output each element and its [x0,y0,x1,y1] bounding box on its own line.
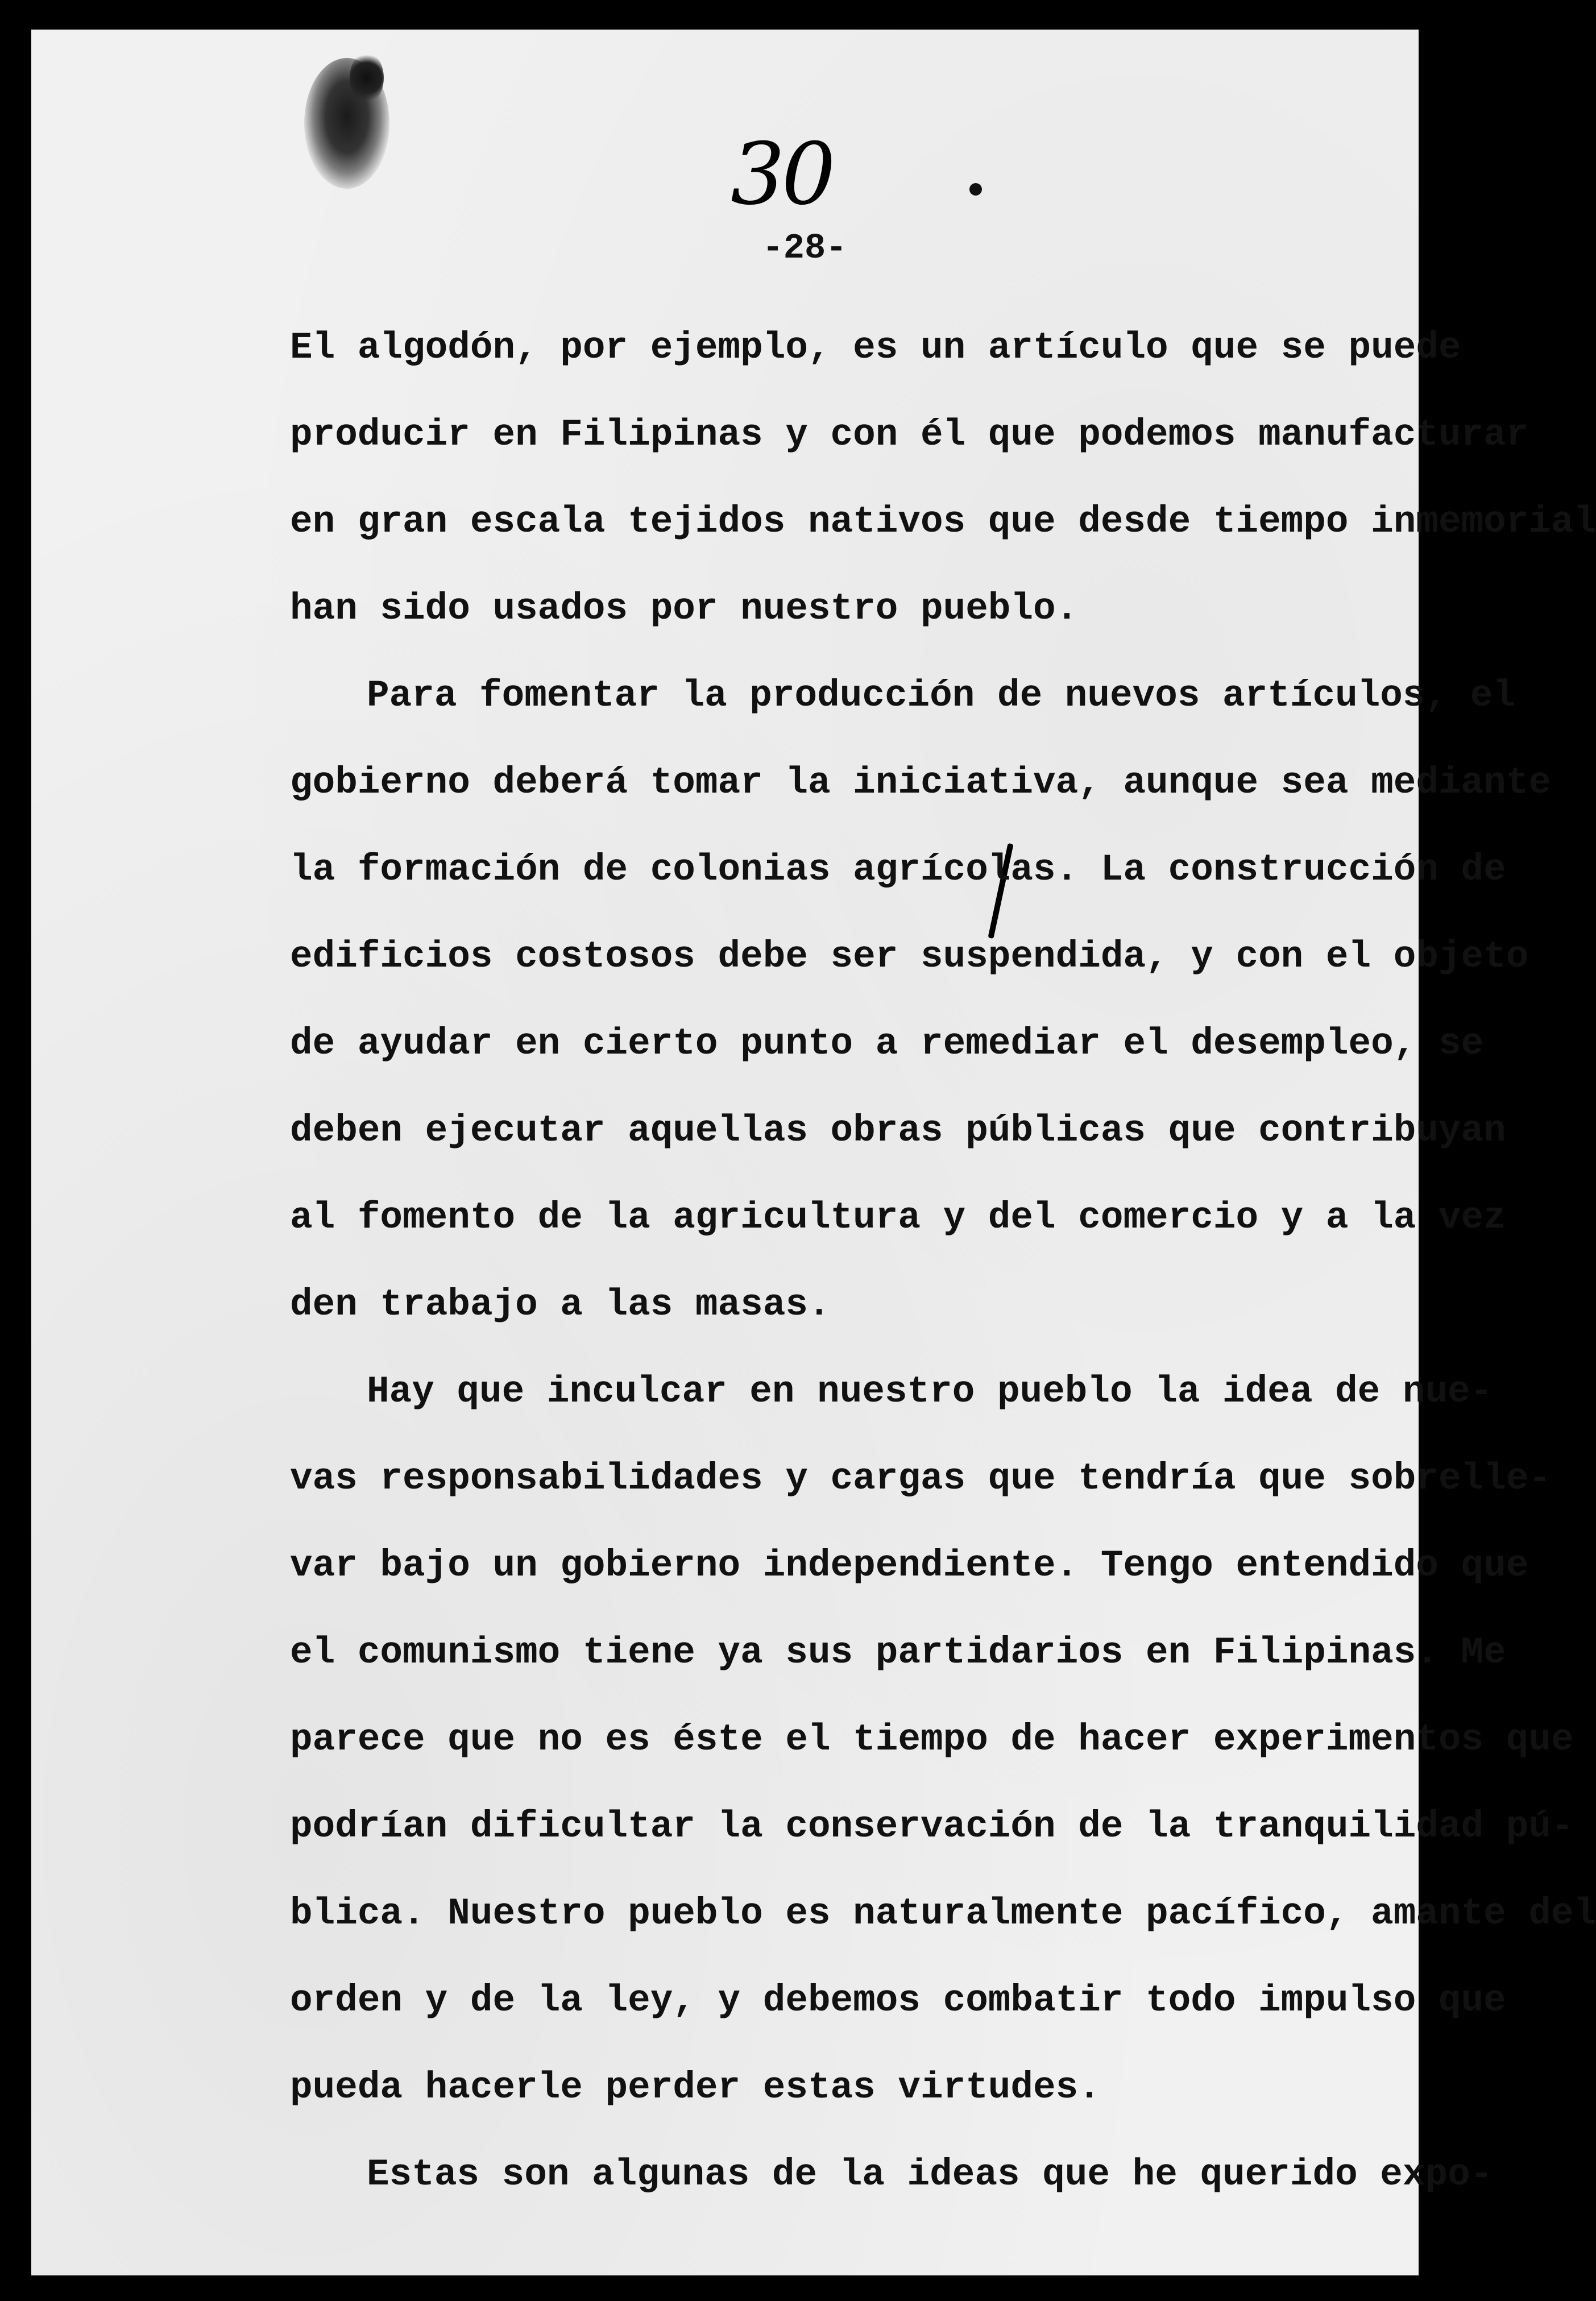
text-line: podrían dificultar la conservación de la tranquilidad pú- [290,1805,1574,1848]
text-line: la formación de colonias agrícolas. La construcción de [290,848,1506,891]
handwritten-folio-number: 30 [731,125,832,224]
text-line: var bajo un gobierno independiente. Tengo entendido que [290,1544,1529,1587]
text-line: den trabajo a las masas. [290,1283,831,1326]
text-line: al fomento de la agricultura y del comercio y a la vez [290,1196,1506,1239]
text-line-paragraph-start: Hay que inculcar en nuestro pueblo la idea de nue- [367,1370,1493,1413]
ink-stain-small [350,52,384,103]
text-line: gobierno deberá tomar la iniciativa, aunque sea mediante [290,761,1551,804]
text-line: pueda hacerle perder estas virtudes. [290,2066,1101,2109]
text-line: El algodón, por ejemplo, es un artículo que se puede [290,326,1461,369]
text-line-paragraph-start: Estas son algunas de la ideas que he querido expo- [367,2153,1493,2196]
text-line: el comunismo tiene ya sus partidarios en Filipinas. Me [290,1631,1506,1674]
text-line: producir en Filipinas y con él que podemos manufacturar [290,413,1529,456]
text-line: deben ejecutar aquellas obras públicas que contribuyan [290,1109,1506,1152]
text-line: edificios costosos debe ser suspendida, y con el objeto [290,935,1529,978]
ink-dot [969,183,982,196]
text-line: han sido usados por nuestro pueblo. [290,587,1079,630]
body-text [290,317,1596,2230]
text-line: en gran escala tejidos nativos que desde tiempo inmemorial [290,500,1596,543]
text-line: de ayudar en cierto punto a remediar el desempleo, se [290,1022,1484,1065]
text-line-paragraph-start: Para fomentar la producción de nuevos artículos, el [367,674,1515,717]
paper-page [31,30,1596,2275]
typed-page-number: -28- [762,228,847,268]
text-line: orden y de la ley, y debemos combatir todo impulso que [290,1979,1506,2022]
text-line: parece que no es éste el tiempo de hacer experimentos que [290,1718,1574,1761]
text-line: vas responsabilidades y cargas que tendría que sobrelle- [290,1457,1551,1500]
text-line: blica. Nuestro pueblo es naturalmente pacífico, amante del [290,1892,1596,1935]
